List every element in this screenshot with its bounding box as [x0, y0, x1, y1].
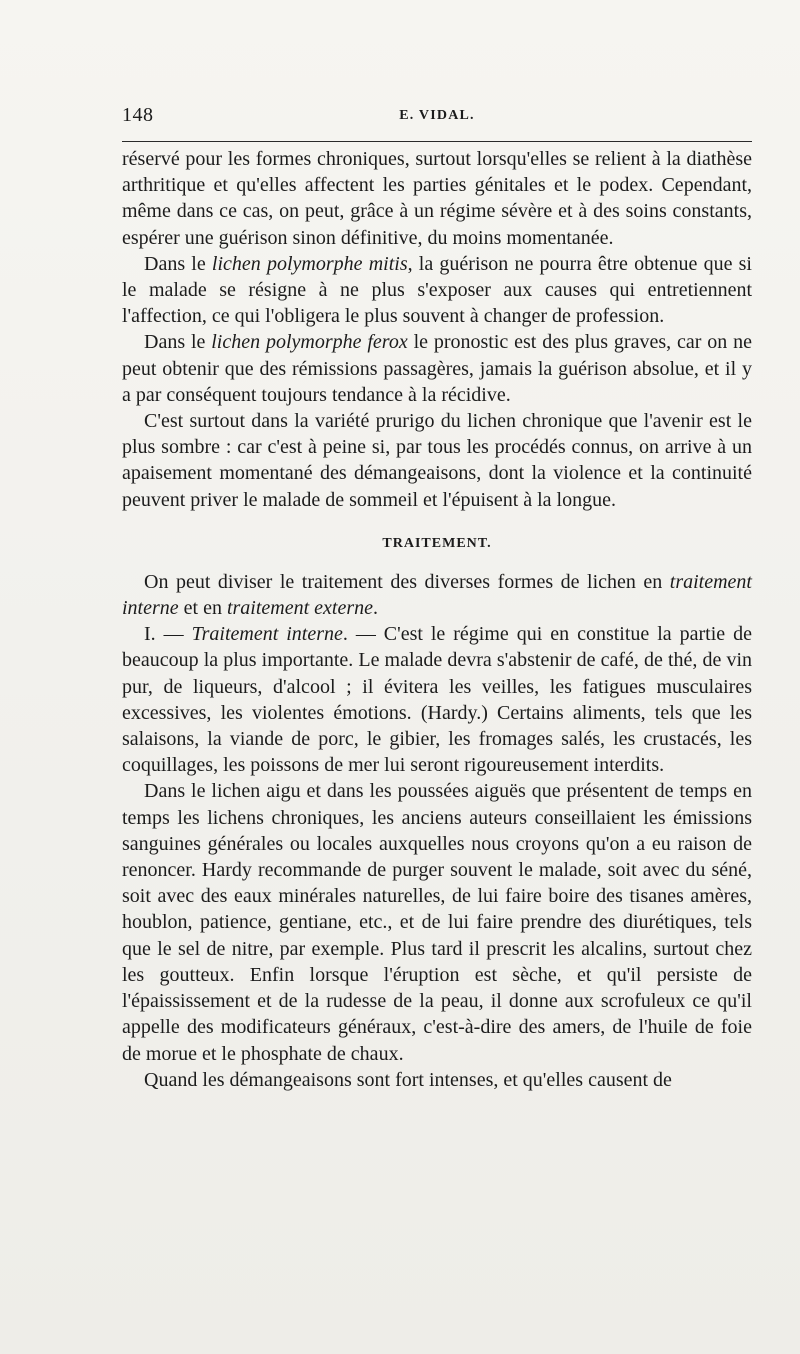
text-run: On peut diviser le traitement des diverses formes de lichen en: [144, 570, 670, 593]
running-head: [122, 104, 752, 130]
paragraph-lichen-ferox: [122, 329, 752, 408]
text-run: Dans le: [144, 252, 212, 275]
text-run: et en: [178, 597, 227, 620]
text-run: le pronostic est des plus graves, car on ne peut obtenir que des rémissions passagères, jamais la guérison absolue, et il y a par conséquent toujours tendance à la récidive.: [122, 331, 752, 406]
text-run: , la guérison ne pourra être obtenue que si le malade se résigne à ne plus s'exposer aux causes qui entretiennent l'affection, ce qui l'obligera le plus souvent à changer de profession.: [122, 252, 752, 328]
italic-term-lichen-ferox: lichen polymorphe ferox: [211, 331, 408, 354]
section-heading: TRAITEMENT.: [382, 535, 492, 551]
text-run: Dans le: [144, 331, 212, 354]
italic-subheading-internal: Traitement interne: [191, 623, 343, 646]
paragraph-lichen-mitis: [122, 251, 752, 330]
body-text: [122, 146, 752, 1093]
paragraph-itching: Quand les démangeaisons sont fort intenses, et qu'elles causent de: [144, 1068, 672, 1091]
paragraph-acute-lichen: Dans le lichen aigu et dans les poussées aiguës que présentent de temps en temps les lichens chroniques, les anciens auteurs conseillaient les émissions sanguines générales ou locales auxquelles nous croyons qu'on a eu raison de renoncer. Hardy recommande de purger souvent le malade, soit avec du séné, soit avec des eaux minérales naturelles, de lui faire boire des tisanes amères, houblon, patience, gentiane, etc., et de lui faire prendre des diurétiques, tels que le sel de nitre, par exemple. Plus tard il prescrit les alcalins, surtout chez les goutteux. Enfin lorsque l'éruption est sèche, et qu'il persiste de l'épaississement et de la rudesse de la peau, il donne aux scrofuleux ce qu'il appelle des modificateurs généraux, c'est-à-dire des amers, de l'huile de foie de morue et le phosphate de chaux.: [122, 780, 752, 1065]
header-rule: [122, 141, 752, 142]
text-run: I. —: [144, 623, 192, 646]
italic-term-lichen-mitis: lichen polymorphe mitis: [211, 252, 408, 275]
paragraph-internal-treatment: [122, 621, 752, 778]
text-run: . — C'est le régime qui en constitue la partie de beaucoup la plus importante. Le malade devra s'abstenir de café, de thé, de vin pur, de liqueurs, d'alcool ; il évitera les veilles, les fatigues musculaires excessives, les violentes émotions. (Hardy.) Certains aliments, tels que les salaisons, la viande de porc, le gibier, les fromages salés, les crustacés, les coquillages, les poissons de mer lui seront rigoureusement interdits.: [122, 623, 752, 777]
paragraph-continuation: réservé pour les formes chroniques, surtout lorsqu'elles se relient à la diathèse arthritique et qu'elles affectent les parties génitales et le podex. Cependant, même dans ce cas, on peut, grâce à un régime sévère et à des soins constants, espérer une guérison sinon définitive, du moins momentanée.: [122, 148, 752, 249]
italic-term-external: traitement externe: [226, 597, 374, 620]
italic-term-internal: traitement interne: [122, 570, 752, 620]
text-run: .: [373, 597, 379, 620]
paragraph-prurigo: C'est surtout dans la variété prurigo du lichen chronique que l'avenir est le plus sombre : car c'est à peine si, par tous les procédés connus, on arrive à un apaisement momentané des démangeaisons, dont la violence et la continuité peuvent priver le malade de sommeil et l'épuisent à la longue.: [122, 410, 752, 511]
paragraph-treatment-intro: [122, 569, 752, 621]
running-title: E. VIDAL.: [399, 108, 475, 123]
page-number: 148: [122, 104, 154, 126]
